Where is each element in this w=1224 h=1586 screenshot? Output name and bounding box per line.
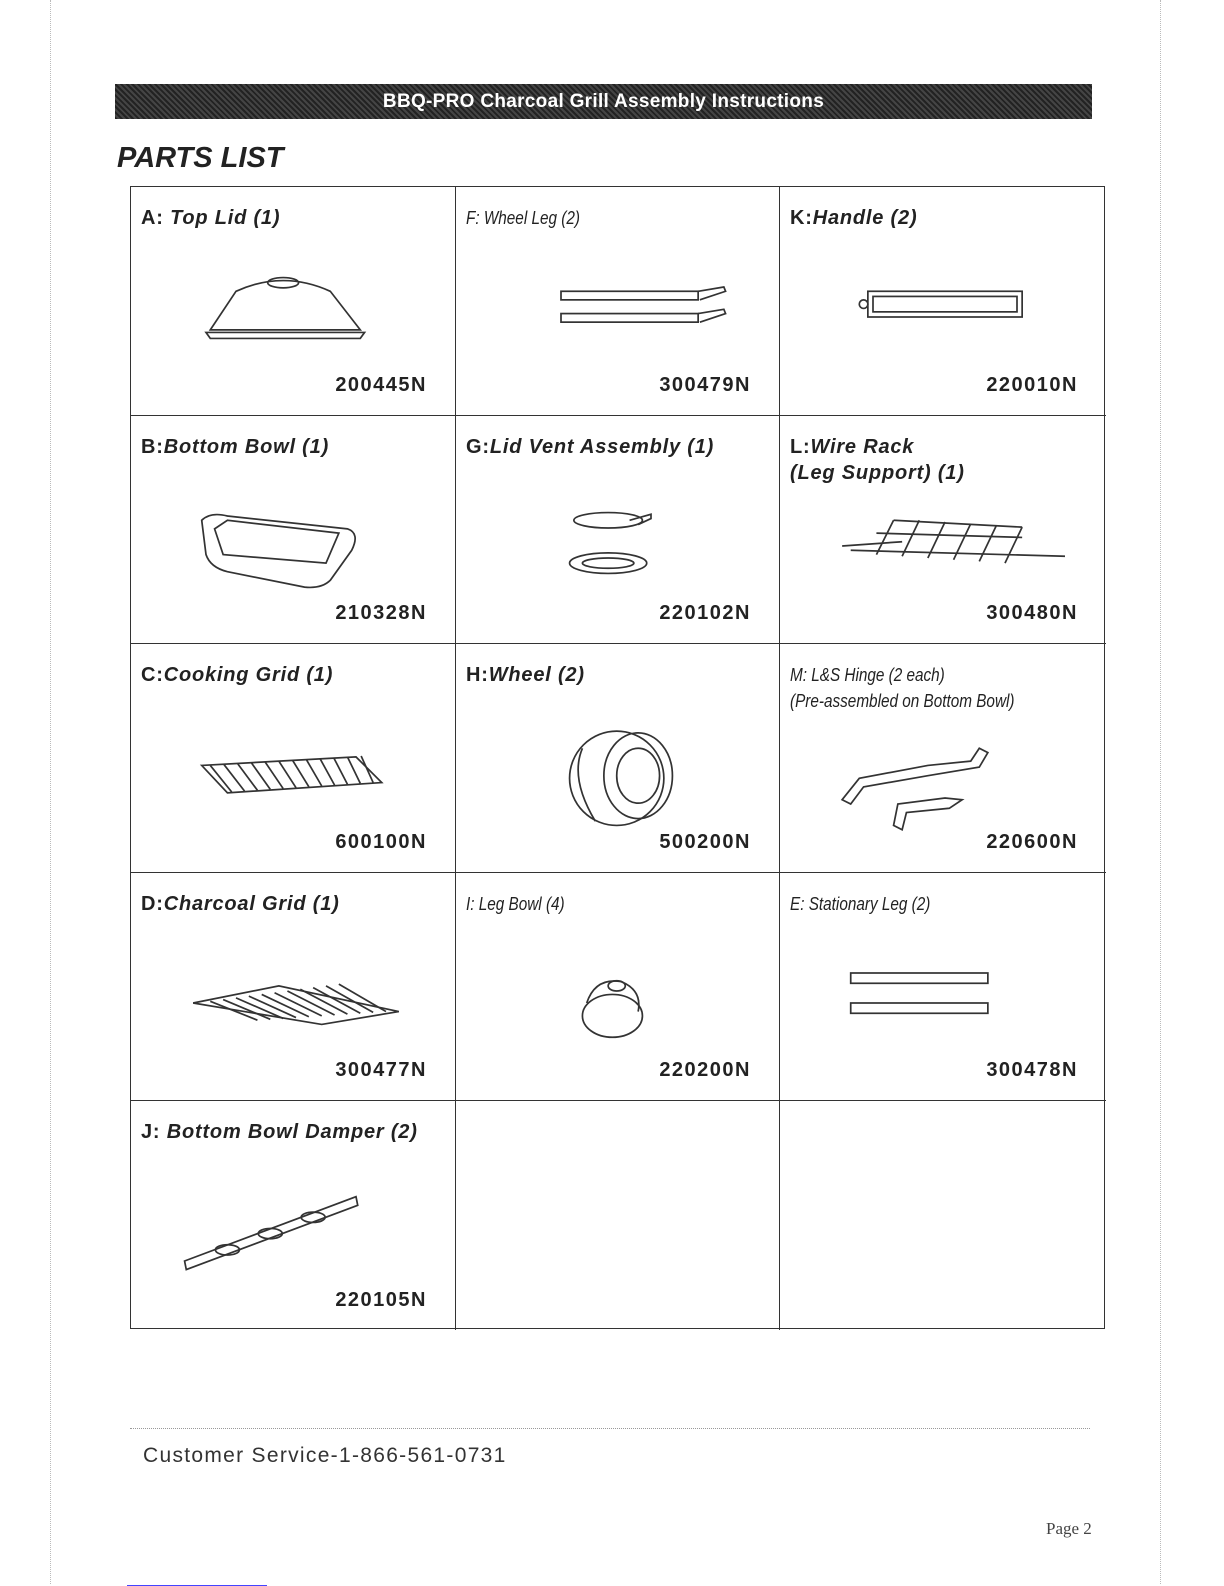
part-letter: K: [790,207,813,229]
part-cell-hinge [780,644,1106,873]
part-cell-top-lid [131,187,456,416]
part-cell-stationary-leg [780,873,1106,1101]
wheel-icon [496,714,746,834]
top-lid-icon [171,257,421,377]
empty-cell [780,1101,1106,1330]
part-label [790,662,1014,714]
part-cell-wheel-leg [456,187,780,416]
part-letter: G: [466,436,490,458]
part-name: Charcoal Grid (1) [163,893,340,915]
part-number: 300480N [986,602,1078,624]
part-number: 210328N [335,602,427,624]
part-name: Bottom Bowl Damper (2) [166,1121,418,1143]
cooking-grid-icon [171,714,421,834]
part-label [790,434,965,486]
stationary-leg-icon [820,943,1070,1063]
charcoal-grid-icon [171,943,421,1063]
handle-icon [820,257,1070,377]
lid-vent-icon [496,486,746,606]
part-label [141,1119,418,1145]
page-border-left [50,0,51,1584]
part-cell-cooking-grid [131,644,456,873]
part-number: 220600N [986,831,1078,853]
footer-divider [130,1428,1090,1429]
page-number: Page 2 [1046,1519,1092,1538]
wheel-leg-icon [496,257,746,377]
part-name: L&S Hinge (2 each) (Pre-assembled on Bottom Bowl) [790,665,1015,711]
bottom-bowl-icon [171,486,421,606]
part-number: 600100N [335,831,427,853]
part-name: Leg Bowl (4) [478,894,565,914]
customer-service: Customer Service-1-866-561-0731 [143,1444,507,1467]
part-number: 220105N [335,1289,427,1311]
page-border-right [1160,0,1161,1584]
part-cell-leg-bowl [456,873,780,1101]
section-title: PARTS LIST [117,142,284,174]
part-letter: C: [141,664,164,686]
part-letter: I: [466,894,479,914]
hinge-icon [820,714,1070,834]
part-letter: B: [141,436,164,458]
part-name: Cooking Grid (1) [163,664,334,686]
part-number: 300477N [335,1059,427,1081]
part-number: 300479N [659,374,751,396]
document-header: BBQ-PRO Charcoal Grill Assembly Instructions [115,84,1092,119]
part-label [466,434,714,460]
part-name: Bottom Bowl (1) [163,436,330,458]
part-label [466,205,580,231]
wire-rack-icon [820,486,1070,606]
part-label [141,434,329,460]
empty-cell [456,1101,780,1330]
part-cell-damper [131,1101,456,1330]
part-label [466,891,565,917]
part-letter: D: [141,893,164,915]
part-cell-wire-rack [780,416,1106,644]
part-label [141,205,280,231]
part-label [466,662,585,688]
part-label [141,891,340,917]
part-letter: F: [466,208,484,228]
part-label [790,891,930,917]
leg-bowl-icon [496,943,746,1063]
part-number: 200445N [335,374,427,396]
part-number: 500200N [659,831,751,853]
part-cell-charcoal-grid [131,873,456,1101]
damper-icon [171,1171,421,1291]
part-letter: E: [790,894,809,914]
part-cell-bottom-bowl [131,416,456,644]
part-name: Wire Rack (Leg Support) (1) [790,436,965,484]
part-cell-lid-vent [456,416,780,644]
part-cell-handle [780,187,1106,416]
part-letter: L: [790,436,811,458]
part-name: Handle (2) [812,207,918,229]
part-name: Top Lid (1) [170,207,281,229]
part-label [790,205,917,231]
part-letter: M: [790,665,812,685]
part-name: Stationary Leg (2) [808,894,931,914]
part-name: Wheel Leg (2) [483,208,580,228]
part-name: Wheel (2) [488,664,585,686]
part-cell-wheel [456,644,780,873]
part-letter: J: [141,1121,167,1143]
part-number: 220102N [659,602,751,624]
part-letter: A: [141,207,171,229]
part-label [141,662,333,688]
part-number: 300478N [986,1059,1078,1081]
part-number: 220200N [659,1059,751,1081]
parts-table [130,186,1105,1329]
part-letter: H: [466,664,489,686]
part-number: 220010N [986,374,1078,396]
part-name: Lid Vent Assembly (1) [489,436,715,458]
